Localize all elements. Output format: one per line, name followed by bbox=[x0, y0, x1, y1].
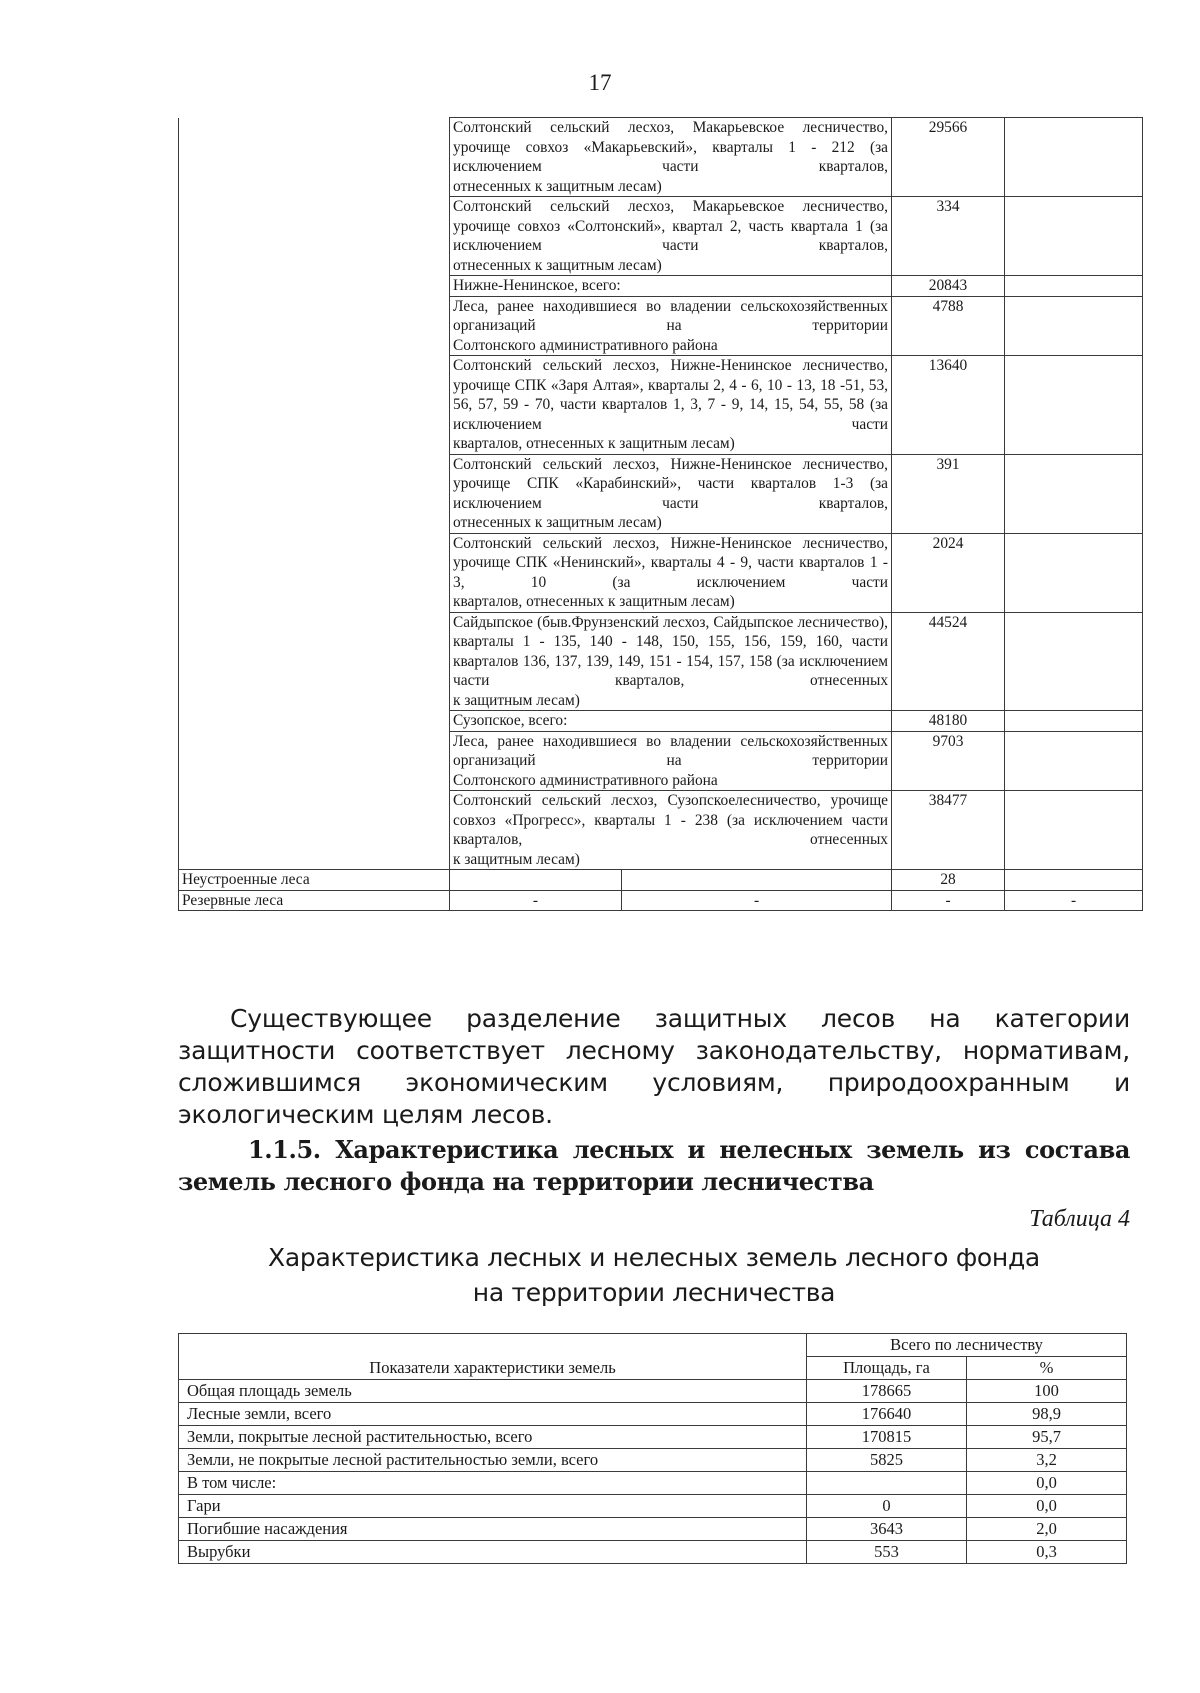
row-description bbox=[450, 612, 892, 711]
table-row bbox=[179, 1449, 1127, 1472]
row-description bbox=[450, 296, 892, 356]
header-percent: % bbox=[967, 1357, 1127, 1380]
row-indicator: Земли, не покрытые лесной растительностью земли, всего bbox=[179, 1449, 807, 1472]
row-extra-cell bbox=[1005, 197, 1143, 276]
row-area: 0 bbox=[807, 1495, 967, 1518]
row-col5 bbox=[1005, 870, 1143, 891]
row-extra-cell bbox=[1005, 118, 1143, 197]
row-area: 48180 bbox=[892, 711, 1005, 732]
table-row bbox=[179, 1380, 1127, 1403]
table-row bbox=[179, 197, 1143, 276]
row-description-last: Сузопское, всего: bbox=[453, 712, 568, 729]
row-description bbox=[450, 276, 892, 297]
table-row bbox=[179, 890, 1143, 911]
row-description-text: Солтонский сельский лесхоз, Сузопскоелесничество, урочище совхоз «Прогресс», кварталы 1 - 238 (за исключением части кварталов, отнесенных bbox=[453, 792, 889, 848]
header-indicators: Показатели характеристики земель bbox=[179, 1334, 807, 1380]
table-row bbox=[179, 276, 1143, 297]
section-heading: 1.1.5. Характеристика лесных и нелесных земель из состава земель лесного фонда на территории лесничества bbox=[178, 1135, 1130, 1196]
row-category-cell bbox=[179, 711, 450, 732]
row-area: - bbox=[892, 890, 1005, 911]
row-description-last: к защитным лесам) bbox=[453, 850, 580, 868]
row-description-last: к защитным лесам) bbox=[453, 691, 580, 709]
row-area: 170815 bbox=[807, 1426, 967, 1449]
row-percent: 3,2 bbox=[967, 1449, 1127, 1472]
row-area bbox=[807, 1472, 967, 1495]
table-row bbox=[179, 731, 1143, 791]
table-row bbox=[179, 791, 1143, 870]
row-category-cell bbox=[179, 276, 450, 297]
table-row bbox=[179, 1495, 1127, 1518]
row-description-text: Леса, ранее находившиеся во владении сельскохозяйственных организаций на территории bbox=[453, 297, 889, 334]
table-row bbox=[179, 1426, 1127, 1449]
table-row bbox=[179, 1541, 1127, 1564]
row-area: 44524 bbox=[892, 612, 1005, 711]
row-area: 4788 bbox=[892, 296, 1005, 356]
row-indicator: Гари bbox=[179, 1495, 807, 1518]
row-area: 28 bbox=[892, 870, 1005, 891]
protective-forests-paragraph: Существующее разделение защитных лесов на категории защитности соответствует лесному законодательству, нормативам, сложившимся экономическим условиям, природоохранным и экологическим целям лесов. bbox=[178, 1004, 1130, 1129]
row-extra-cell bbox=[1005, 454, 1143, 533]
row-percent: 0,0 bbox=[967, 1495, 1127, 1518]
row-description bbox=[450, 197, 892, 276]
row-category-cell bbox=[179, 731, 450, 791]
row-area: 334 bbox=[892, 197, 1005, 276]
row-indicator: Погибшие насаждения bbox=[179, 1518, 807, 1541]
row-extra-cell bbox=[1005, 791, 1143, 870]
table-row bbox=[179, 1403, 1127, 1426]
row-description bbox=[450, 791, 892, 870]
row-description-last: кварталов, отнесенных к защитным лесам) bbox=[453, 435, 735, 452]
table-row bbox=[179, 118, 1143, 197]
row-description-text: Солтонский сельский лесхоз, Макарьевское лесничество, урочище совхоз «Солтонский», квартал 2, часть квартала 1 (за исключением части кварталов, bbox=[453, 198, 889, 254]
table-row bbox=[179, 454, 1143, 533]
row-area: 178665 bbox=[807, 1380, 967, 1403]
row-area: 38477 bbox=[892, 791, 1005, 870]
table-title bbox=[178, 1240, 1130, 1310]
table-row bbox=[179, 533, 1143, 612]
row-label: Неустроенные леса bbox=[179, 870, 450, 891]
table-row bbox=[179, 870, 1143, 891]
row-description bbox=[450, 711, 892, 732]
row-description-text: Солтонский сельский лесхоз, Нижне-Ненинское лесничество, урочище СПК «Ненинский», кварталы 4 - 9, части кварталов 1 - 3, 10 (за исключением части bbox=[453, 534, 889, 591]
row-percent: 0,3 bbox=[967, 1541, 1127, 1564]
row-description-last: Солтонского административного района bbox=[453, 336, 718, 354]
row-percent: 98,9 bbox=[967, 1403, 1127, 1426]
row-indicator: Вырубки bbox=[179, 1541, 807, 1564]
table-row bbox=[179, 356, 1143, 455]
row-extra-cell bbox=[1005, 533, 1143, 612]
row-area: 553 bbox=[807, 1541, 967, 1564]
row-indicator: Лесные земли, всего bbox=[179, 1403, 807, 1426]
row-percent: 95,7 bbox=[967, 1426, 1127, 1449]
row-area: 29566 bbox=[892, 118, 1005, 197]
row-col2 bbox=[450, 870, 622, 891]
table-row bbox=[179, 296, 1143, 356]
row-indicator: В том числе: bbox=[179, 1472, 807, 1495]
row-description-text: Солтонский сельский лесхоз, Нижне-Ненинское лесничество, урочище СПК «Карабинский», части кварталов 1-3 (за исключением части кварталов, bbox=[453, 455, 889, 512]
page-number: 17 bbox=[588, 70, 612, 95]
table-row bbox=[179, 612, 1143, 711]
row-description-last: отнесенных к защитным лесам) bbox=[453, 177, 662, 195]
row-percent: 2,0 bbox=[967, 1518, 1127, 1541]
row-category-cell bbox=[179, 118, 450, 197]
table-row bbox=[179, 1472, 1127, 1495]
row-col3: - bbox=[622, 890, 892, 911]
row-extra-cell bbox=[1005, 356, 1143, 455]
row-area: 13640 bbox=[892, 356, 1005, 455]
row-col5: - bbox=[1005, 890, 1143, 911]
row-description bbox=[450, 356, 892, 455]
row-description-last: отнесенных к защитным лесам) bbox=[453, 256, 662, 274]
row-description bbox=[450, 731, 892, 791]
header-area: Площадь, га bbox=[807, 1357, 967, 1380]
row-description-text: Солтонский сельский лесхоз, Макарьевское лесничество, урочище совхоз «Макарьевский», кварталы 1 - 212 (за исключением части кварталов, bbox=[453, 119, 889, 175]
row-area: 2024 bbox=[892, 533, 1005, 612]
table-row bbox=[179, 711, 1143, 732]
header-total-forestry: Всего по лесничеству bbox=[807, 1334, 1127, 1357]
row-description-last: отнесенных к защитным лесам) bbox=[453, 514, 662, 531]
land-characteristics-table bbox=[178, 1333, 1127, 1564]
row-percent: 100 bbox=[967, 1380, 1127, 1403]
row-col2: - bbox=[450, 890, 622, 911]
row-extra-cell bbox=[1005, 296, 1143, 356]
row-indicator: Общая площадь земель bbox=[179, 1380, 807, 1403]
row-category-cell bbox=[179, 533, 450, 612]
row-indicator: Земли, покрытые лесной растительностью, всего bbox=[179, 1426, 807, 1449]
row-col3 bbox=[622, 870, 892, 891]
row-area: 9703 bbox=[892, 731, 1005, 791]
row-description-last: кварталов, отнесенных к защитным лесам) bbox=[453, 593, 735, 610]
row-description bbox=[450, 533, 892, 612]
table-title-line-2: на территории лесничества bbox=[472, 1278, 836, 1307]
row-label: Резервные леса bbox=[179, 890, 450, 911]
row-area: 3643 bbox=[807, 1518, 967, 1541]
row-description-text: Солтонский сельский лесхоз, Нижне-Ненинское лесничество, урочище СПК «Заря Алтая», кварталы 2, 4 - 6, 10 - 13, 18 -51, 53, 56, 57, 59 - 70, части кварталов 1, 3, 7 - 9, 14, 15, 54, 55, 58 (за исключением части bbox=[453, 357, 889, 433]
row-area: 176640 bbox=[807, 1403, 967, 1426]
row-category-cell bbox=[179, 197, 450, 276]
row-extra-cell bbox=[1005, 711, 1143, 732]
row-area: 20843 bbox=[892, 276, 1005, 297]
row-category-cell bbox=[179, 791, 450, 870]
forest-areas-table bbox=[178, 117, 1143, 911]
row-description-last: Солтонского административного района bbox=[453, 771, 718, 789]
table-row bbox=[179, 1518, 1127, 1541]
row-description bbox=[450, 118, 892, 197]
row-description bbox=[450, 454, 892, 533]
row-extra-cell bbox=[1005, 276, 1143, 297]
row-category-cell bbox=[179, 356, 450, 455]
row-area: 5825 bbox=[807, 1449, 967, 1472]
row-description-last: Нижне-Ненинское, всего: bbox=[453, 277, 621, 294]
row-percent: 0,0 bbox=[967, 1472, 1127, 1495]
table-number-label: Таблица 4 bbox=[1029, 1206, 1130, 1232]
row-description-text: Леса, ранее находившиеся во владении сельскохозяйственных организаций на территории bbox=[453, 732, 889, 769]
row-extra-cell bbox=[1005, 731, 1143, 791]
row-category-cell bbox=[179, 612, 450, 711]
table-title-line-1: Характеристика лесных и нелесных земель лесного фонда bbox=[268, 1243, 1040, 1272]
row-extra-cell bbox=[1005, 612, 1143, 711]
row-category-cell bbox=[179, 454, 450, 533]
row-area: 391 bbox=[892, 454, 1005, 533]
row-category-cell bbox=[179, 296, 450, 356]
table-header-row bbox=[179, 1334, 1127, 1357]
row-description-text: Сайдыпское (быв.Фрунзенский лесхоз, Сайдыпское лесничество), кварталы 1 - 135, 140 - 148, 150, 155, 156, 159, 160, части кварталов 136, 137, 139, 149, 151 - 154, 157, 158 (за исключением части кварталов, отнесенных bbox=[453, 613, 889, 689]
